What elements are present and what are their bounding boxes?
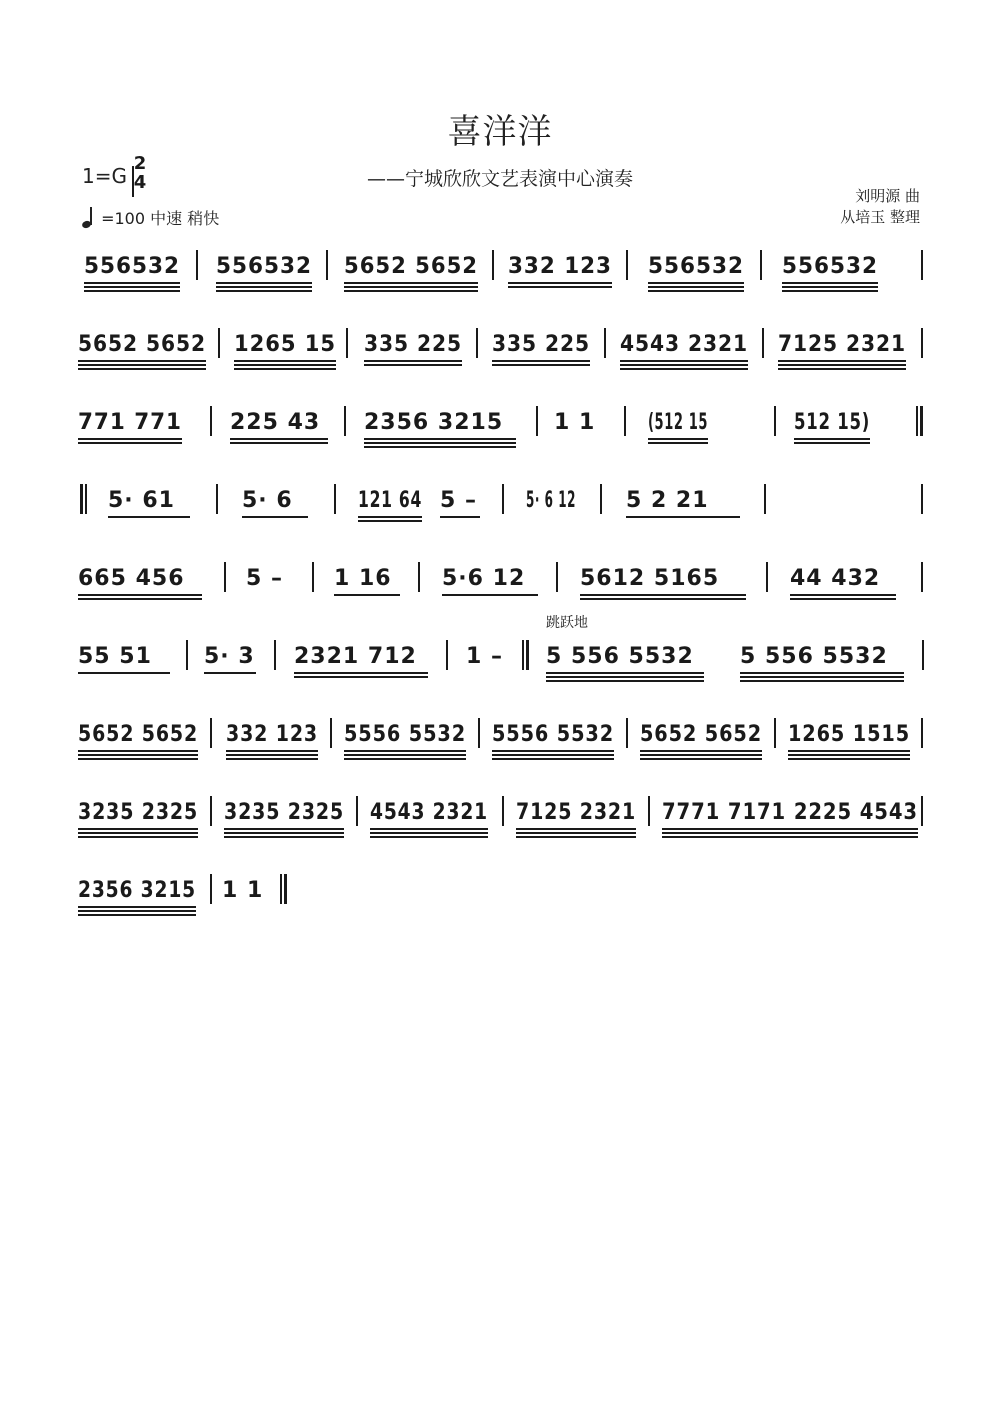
measure-notes: 4543 2321	[370, 800, 488, 825]
beam-line	[580, 598, 746, 600]
beam-line	[620, 368, 748, 370]
measure	[580, 550, 746, 608]
measure-notes: 5 2 21	[626, 488, 709, 513]
score-title: 喜洋洋	[447, 112, 553, 152]
measure-notes: 5·6 12	[442, 566, 526, 591]
beam-line	[492, 750, 614, 752]
measure	[78, 862, 196, 920]
measure-notes: 7125 2321	[516, 800, 637, 825]
measure	[224, 784, 344, 842]
measure	[526, 472, 576, 530]
barline	[334, 484, 336, 514]
measure	[546, 628, 704, 686]
measure	[246, 550, 290, 608]
beam-line	[580, 594, 746, 596]
beam-line	[78, 832, 198, 834]
beam-line	[364, 442, 516, 444]
barline	[921, 562, 923, 592]
measure	[364, 316, 462, 374]
barline	[556, 562, 558, 592]
measure	[226, 706, 318, 764]
barline	[418, 562, 420, 592]
barline	[604, 328, 606, 358]
tempo-text: =100 中速 稍快	[101, 209, 220, 228]
beam-line	[242, 516, 308, 518]
barline	[210, 718, 212, 748]
barline	[922, 640, 924, 670]
beam-line	[492, 364, 590, 366]
measure-notes: 3235 2325	[224, 800, 345, 825]
beam-line	[294, 672, 428, 674]
measure	[234, 316, 336, 374]
beam-line	[508, 282, 612, 284]
barline	[218, 328, 220, 358]
measure-notes: 2356 3215	[364, 410, 504, 435]
beam-line	[84, 282, 180, 284]
expression-annotation: 跳跃地	[546, 615, 588, 631]
barline	[774, 718, 776, 748]
barline	[356, 796, 358, 826]
beam-line	[364, 364, 462, 366]
beam-line	[230, 438, 328, 440]
beam-line	[78, 910, 196, 912]
measure-notes: 2321 712	[294, 644, 417, 669]
beam-line	[78, 594, 202, 596]
beam-line	[358, 516, 422, 518]
beam-line	[620, 364, 748, 366]
beam-line	[492, 754, 614, 756]
measure-notes: 225 43	[230, 410, 321, 435]
measure-notes: 55 51	[78, 644, 152, 669]
beam-line	[546, 680, 704, 682]
measure	[370, 784, 488, 842]
barline	[766, 562, 768, 592]
beam-line	[78, 828, 198, 830]
beam-line	[648, 438, 708, 440]
barline	[344, 406, 346, 436]
barline	[921, 250, 923, 280]
barline	[502, 484, 504, 514]
measure-notes: 121 64	[358, 488, 423, 513]
measure-notes: 335 225	[492, 332, 590, 357]
barline	[274, 640, 276, 670]
beam-line	[370, 832, 488, 834]
measure	[334, 550, 400, 608]
score-subtitle: ——宁城欣欣文艺表演中心演奏	[366, 168, 633, 190]
beam-line	[78, 598, 202, 600]
beam-line	[78, 360, 206, 362]
beam-line	[364, 438, 516, 440]
measure	[78, 316, 206, 374]
measure-notes: 1 1	[222, 878, 264, 903]
beam-line	[640, 750, 762, 752]
beam-line	[78, 758, 198, 760]
measure	[790, 550, 896, 608]
beam-line	[84, 286, 180, 288]
measure	[442, 550, 538, 608]
barline	[921, 796, 923, 826]
measure	[78, 706, 198, 764]
time-signature-top: 2	[133, 153, 147, 174]
measure-notes: 512 15)	[794, 410, 871, 435]
measure-notes: 665 456	[78, 566, 185, 591]
beam-line	[294, 676, 428, 678]
barline	[626, 250, 628, 280]
measure	[222, 862, 272, 920]
measure-notes: 1 16	[334, 566, 392, 591]
measure	[648, 394, 708, 452]
beam-line	[440, 516, 480, 518]
score-line	[0, 550, 881, 608]
measure-notes: 5 –	[440, 488, 477, 513]
measure-notes: 332 123	[226, 722, 319, 747]
measure	[466, 628, 510, 686]
measure	[778, 316, 906, 374]
barline	[326, 250, 328, 280]
barline	[312, 562, 314, 592]
beam-line	[620, 360, 748, 362]
beam-line	[78, 438, 182, 440]
measure-notes: 5652 5652	[78, 332, 206, 357]
measure	[782, 238, 878, 296]
beam-line	[794, 438, 870, 440]
final-barline	[916, 406, 925, 436]
measure-notes: 556532	[782, 254, 879, 279]
beam-line	[78, 750, 198, 752]
barline	[648, 796, 650, 826]
beam-line	[358, 520, 422, 522]
beam-line	[78, 672, 170, 674]
beam-line	[794, 442, 870, 444]
measure-notes: 5652 5652	[640, 722, 763, 747]
measure-notes: 5· 6	[242, 488, 293, 513]
measure	[78, 550, 202, 608]
beam-line	[226, 758, 318, 760]
barline	[921, 718, 923, 748]
measure-notes: 1265 15	[234, 332, 337, 357]
beam-line	[370, 836, 488, 838]
composer-credit: 刘明源 曲	[855, 187, 920, 205]
beam-line	[344, 758, 466, 760]
measure	[648, 238, 744, 296]
measure	[358, 472, 422, 530]
barline	[186, 640, 188, 670]
barline	[624, 406, 626, 436]
beam-line	[492, 758, 614, 760]
beam-line	[740, 672, 904, 674]
barline	[210, 406, 212, 436]
beam-line	[234, 368, 336, 370]
measure	[344, 238, 478, 296]
beam-line	[626, 516, 740, 518]
beam-line	[648, 282, 744, 284]
beam-line	[508, 286, 612, 288]
measure	[640, 706, 762, 764]
score-line	[0, 706, 911, 764]
measure-notes: 5652 5652	[78, 722, 199, 747]
measure-notes: 4543 2321	[620, 332, 748, 357]
beam-line	[788, 754, 910, 756]
barline	[536, 406, 538, 436]
beam-line	[648, 286, 744, 288]
repeat-start-barline	[80, 484, 89, 514]
measure-notes: 7125 2321	[778, 332, 906, 357]
beam-line	[516, 832, 636, 834]
barline	[774, 406, 776, 436]
measure	[294, 628, 428, 686]
measure-notes: 771 771	[78, 410, 182, 435]
final-barline	[280, 874, 289, 904]
barline	[224, 562, 226, 592]
measure	[78, 784, 198, 842]
barline	[210, 796, 212, 826]
measure	[620, 316, 748, 374]
measure	[440, 472, 480, 530]
beam-line	[648, 442, 708, 444]
beam-line	[364, 446, 516, 448]
measure-notes: 44 432	[790, 566, 881, 591]
barline	[502, 796, 504, 826]
beam-line	[442, 594, 538, 596]
measure	[508, 238, 612, 296]
beam-line	[782, 290, 878, 292]
beam-line	[516, 836, 636, 838]
beam-line	[740, 676, 904, 678]
measure-notes: 1 –	[466, 644, 503, 669]
measure-notes: 1265 1515	[788, 722, 911, 747]
barline	[476, 328, 478, 358]
score-line	[0, 238, 879, 296]
barline	[762, 328, 764, 358]
beam-line	[234, 364, 336, 366]
measure-notes: 5· 6 12	[526, 488, 576, 513]
beam-line	[344, 282, 478, 284]
measure-notes: 335 225	[364, 332, 462, 357]
barline	[626, 718, 628, 748]
measure	[344, 706, 466, 764]
barline	[478, 718, 480, 748]
barline	[330, 718, 332, 748]
measure-notes: (512 15	[648, 410, 709, 435]
measure-notes: 7771 7171 2225 4543	[662, 800, 918, 825]
beam-line	[344, 290, 478, 292]
measure	[492, 316, 590, 374]
score-line	[0, 862, 848, 920]
beam-line	[84, 290, 180, 292]
barline	[760, 250, 762, 280]
barline	[196, 250, 198, 280]
measure-notes: 332 123	[508, 254, 612, 279]
measure-notes: 5612 5165	[580, 566, 720, 591]
beam-line	[334, 594, 400, 596]
measure	[794, 394, 870, 452]
beam-line	[788, 750, 910, 752]
final-barline	[522, 640, 531, 670]
measure	[554, 394, 600, 452]
beam-line	[662, 832, 918, 834]
beam-line	[224, 832, 344, 834]
beam-line	[234, 360, 336, 362]
measure	[78, 628, 170, 686]
beam-line	[78, 368, 206, 370]
time-signature-bottom: 4	[133, 172, 147, 193]
beam-line	[740, 680, 904, 682]
measure-notes: 556532	[84, 254, 181, 279]
beam-line	[78, 836, 198, 838]
beam-line	[782, 282, 878, 284]
score-line	[0, 472, 848, 530]
measure	[216, 238, 312, 296]
measure	[230, 394, 328, 452]
measure-notes: 556532	[648, 254, 745, 279]
measure	[626, 472, 740, 530]
measure	[788, 706, 910, 764]
measure-notes: 2356 3215	[78, 878, 196, 903]
beam-line	[78, 906, 196, 908]
measure	[516, 784, 636, 842]
beam-line	[648, 290, 744, 292]
beam-line	[78, 914, 196, 916]
measure	[740, 628, 904, 686]
measure-notes: 5556 5532	[344, 722, 467, 747]
measure	[108, 472, 190, 530]
measure-notes: 5· 3	[204, 644, 255, 669]
beam-line	[216, 286, 312, 288]
beam-line	[78, 364, 206, 366]
beam-line	[640, 758, 762, 760]
beam-line	[78, 754, 198, 756]
barline	[600, 484, 602, 514]
beam-line	[782, 286, 878, 288]
barline	[346, 328, 348, 358]
barline	[210, 874, 212, 904]
beam-line	[662, 828, 918, 830]
beam-line	[78, 442, 182, 444]
measure-notes: 5 –	[246, 566, 283, 591]
measure-notes: 5 556 5532	[546, 644, 694, 669]
beam-line	[778, 368, 906, 370]
measure-notes: 3235 2325	[78, 800, 199, 825]
quarter-note-icon	[82, 206, 96, 228]
arranger-credit: 从培玉 整理	[840, 208, 920, 226]
score-line	[0, 628, 888, 686]
beam-line	[108, 516, 190, 518]
measure	[78, 394, 182, 452]
beam-line	[662, 836, 918, 838]
beam-line	[640, 754, 762, 756]
beam-line	[344, 286, 478, 288]
beam-line	[790, 594, 896, 596]
beam-line	[364, 360, 462, 362]
beam-line	[226, 750, 318, 752]
beam-line	[224, 836, 344, 838]
beam-line	[344, 750, 466, 752]
score-line	[0, 394, 871, 452]
measure-notes: 556532	[216, 254, 313, 279]
beam-line	[492, 360, 590, 362]
measure	[84, 238, 180, 296]
tempo-marking	[82, 206, 219, 229]
beam-line	[224, 828, 344, 830]
beam-line	[546, 676, 704, 678]
barline	[921, 328, 923, 358]
beam-line	[204, 672, 256, 674]
measure-notes: 1 1	[554, 410, 596, 435]
beam-line	[778, 364, 906, 366]
measure-notes: 5 556 5532	[740, 644, 888, 669]
beam-line	[516, 828, 636, 830]
beam-line	[788, 758, 910, 760]
measure-notes: 5652 5652	[344, 254, 478, 279]
key-signature: 1=G	[82, 164, 127, 188]
beam-line	[370, 828, 488, 830]
beam-line	[790, 598, 896, 600]
measure	[492, 706, 614, 764]
barline	[492, 250, 494, 280]
measure	[364, 394, 516, 452]
beam-line	[778, 360, 906, 362]
measure	[662, 784, 918, 842]
measure	[204, 628, 256, 686]
score-line	[0, 784, 918, 842]
measure-notes: 5· 61	[108, 488, 175, 513]
barline	[446, 640, 448, 670]
score-line	[0, 316, 906, 374]
measure	[242, 472, 308, 530]
measure-notes: 5556 5532	[492, 722, 615, 747]
beam-line	[230, 442, 328, 444]
credits	[840, 186, 920, 228]
beam-line	[226, 754, 318, 756]
beam-line	[216, 282, 312, 284]
barline	[921, 484, 923, 514]
beam-line	[216, 290, 312, 292]
barline	[216, 484, 218, 514]
barline	[764, 484, 766, 514]
beam-line	[344, 754, 466, 756]
beam-line	[546, 672, 704, 674]
